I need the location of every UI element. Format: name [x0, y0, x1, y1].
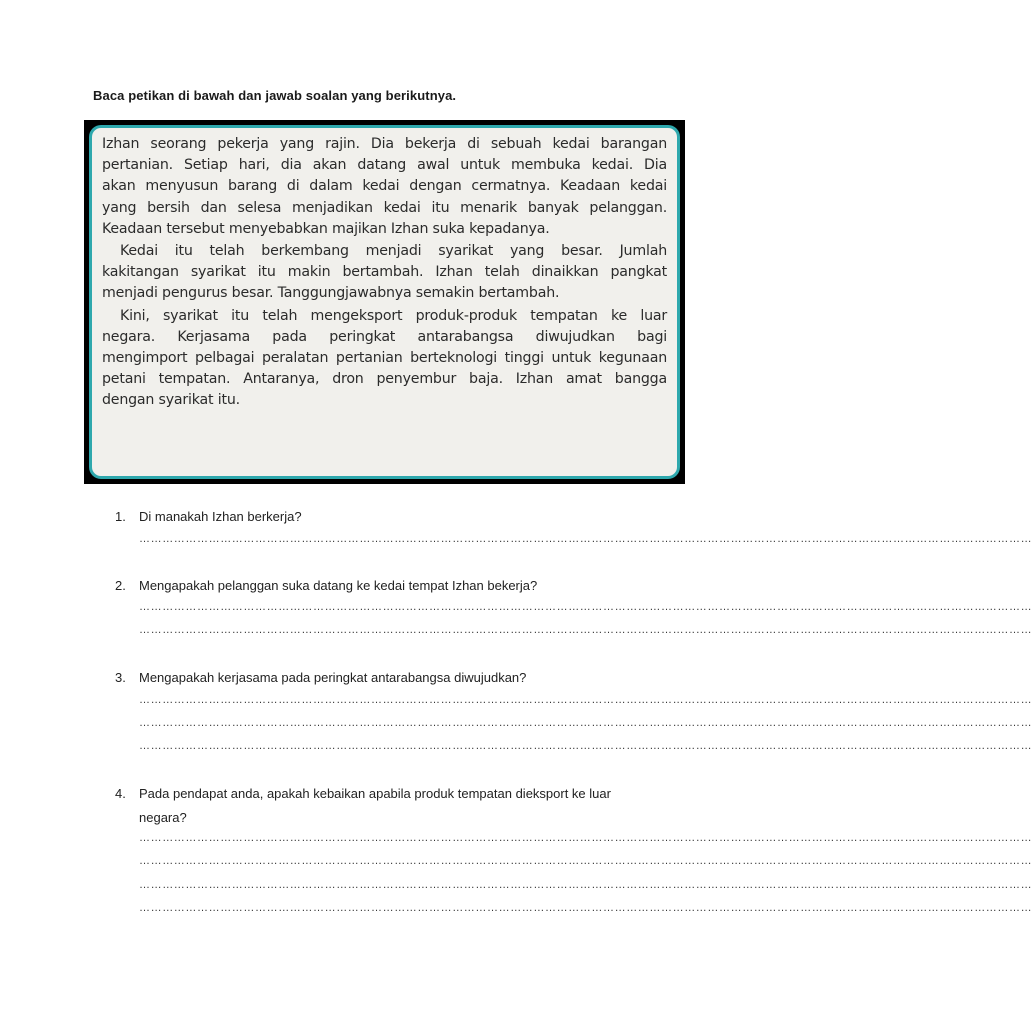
answer-line[interactable]: …………………………………………………………………………………………………………………………………………………………………………………………………………… — [139, 624, 1032, 636]
answer-line[interactable]: …………………………………………………………………………………………………………………………………………………………………………………………………………… — [139, 601, 1032, 613]
answer-line[interactable]: …………………………………………………………………………………………………………………………………………………………………………………………………………… — [139, 902, 1032, 914]
passage-line: dengan syarikat itu. — [102, 392, 240, 409]
answer-line[interactable]: …………………………………………………………………………………………………………………………………………………………………………………………………………… — [139, 855, 1032, 867]
answer-line[interactable]: …………………………………………………………………………………………………………………………………………………………………………………………………………… — [139, 740, 1032, 752]
answer-line[interactable]: …………………………………………………………………………………………………………………………………………………………………………………………………………… — [139, 879, 1032, 891]
question-text: Mengapakah pelanggan suka datang ke kedai tempat Izhan bekerja? — [139, 578, 538, 593]
passage-line: petani tempatan. Antaranya, dron penyembur baja. Izhan amat bangga — [102, 371, 667, 388]
passage-line: yang bersih dan selesa menjadikan kedai itu menarik banyak pelanggan. — [102, 199, 667, 216]
passage-paragraph-3 — [102, 306, 667, 412]
passage-line: pertanian. Setiap hari, dia akan datang awal untuk membuka kedai. Dia — [102, 157, 667, 174]
passage-line: akan menyusun barang di dalam kedai dengan cermatnya. Keadaan kedai — [102, 178, 667, 195]
passage-line: mengimport pelbagai peralatan pertanian berteknologi tinggi untuk kegunaan — [102, 350, 667, 367]
question-number: 2. — [115, 578, 126, 593]
passage-box — [89, 125, 680, 479]
question-text-continuation: negara? — [139, 810, 187, 825]
answer-line[interactable]: …………………………………………………………………………………………………………………………………………………………………………………………………………… — [139, 832, 1032, 844]
question-number: 3. — [115, 670, 126, 685]
passage-line: Kedai itu telah berkembang menjadi syarikat yang besar. Jumlah — [120, 243, 667, 260]
passage-paragraph-2 — [102, 241, 667, 305]
passage-line: negara. Kerjasama pada peringkat antarabangsa diwujudkan bagi — [102, 328, 667, 345]
passage-line: menjadi pengurus besar. Tanggungjawabnya semakin bertambah. — [102, 285, 560, 302]
passage-line: Kini, syarikat itu telah mengeksport produk-produk tempatan ke luar — [120, 307, 667, 324]
question-text: Pada pendapat anda, apakah kebaikan apabila produk tempatan dieksport ke luar — [139, 786, 611, 801]
passage-image — [84, 120, 685, 484]
passage-line: kakitangan syarikat itu makin bertambah. Izhan telah dinaikkan pangkat — [102, 264, 667, 281]
instruction-text: Baca petikan di bawah dan jawab soalan yang berikutnya. — [93, 88, 457, 103]
passage-line: Keadaan tersebut menyebabkan majikan Izhan suka kepadanya. — [102, 220, 550, 237]
question-text: Di manakah Izhan berkerja? — [139, 509, 302, 524]
question-3 — [115, 670, 526, 685]
question-text: Mengapakah kerjasama pada peringkat antarabangsa diwujudkan? — [139, 670, 527, 685]
question-number: 1. — [115, 509, 126, 524]
question-1 — [115, 509, 302, 524]
answer-line[interactable]: …………………………………………………………………………………………………………………………………………………………………………………………………………… — [139, 533, 1032, 545]
answer-line[interactable]: …………………………………………………………………………………………………………………………………………………………………………………………………………… — [139, 694, 1032, 706]
question-number: 4. — [115, 786, 126, 801]
passage-line: Izhan seorang pekerja yang rajin. Dia bekerja di sebuah kedai barangan — [102, 136, 667, 152]
answer-line[interactable]: …………………………………………………………………………………………………………………………………………………………………………………………………………… — [139, 717, 1032, 729]
question-2 — [115, 578, 537, 593]
question-4 — [115, 786, 611, 825]
passage-paragraph-1 — [102, 134, 667, 240]
